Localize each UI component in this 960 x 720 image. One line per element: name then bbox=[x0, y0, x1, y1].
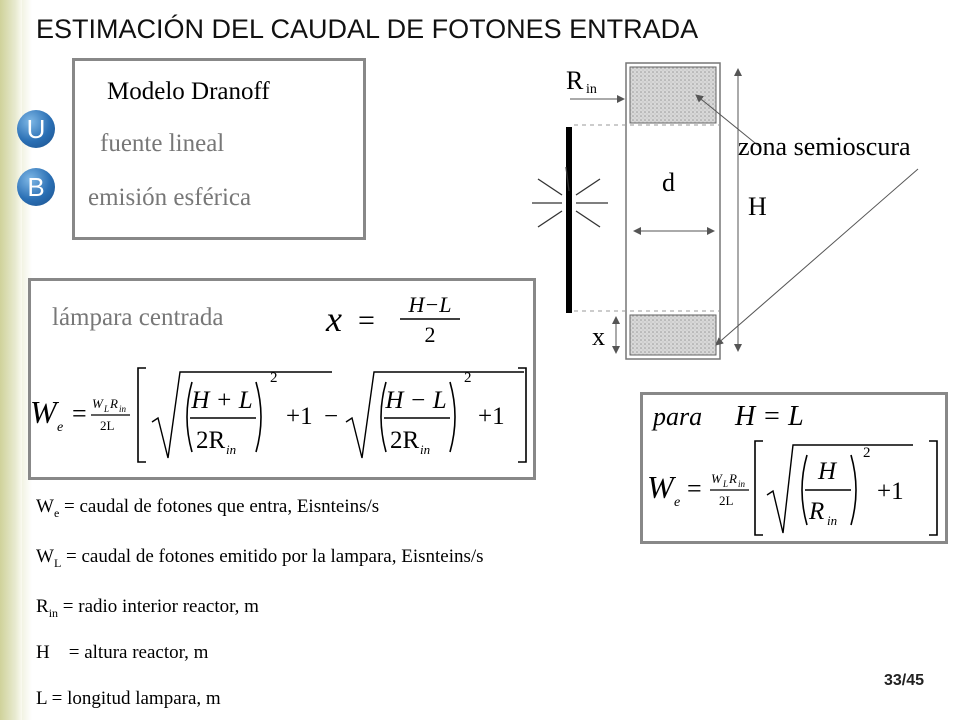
para-plus1: +1 bbox=[877, 478, 904, 505]
legend-text: = altura reactor, m bbox=[49, 642, 209, 663]
we-paren-1-close bbox=[256, 382, 261, 452]
centered-lamp-label: lámpara centrada bbox=[52, 304, 224, 331]
legend-text: = radio interior reactor, m bbox=[58, 596, 259, 617]
we-eq-equals: = bbox=[72, 399, 87, 428]
we-term-1-sq: 2 bbox=[270, 370, 278, 386]
we-term-1-plus1: +1 bbox=[286, 403, 313, 430]
para-paren-close bbox=[851, 455, 856, 525]
we-paren-2-close bbox=[450, 382, 455, 452]
we-term-2-plus1: +1 bbox=[478, 403, 505, 430]
rin-label: R bbox=[566, 66, 584, 95]
dark-zone-top bbox=[630, 67, 716, 123]
x-eq-denominator: 2 bbox=[424, 322, 436, 347]
x-eq-numerator: H−L bbox=[408, 292, 452, 317]
we-eq-w: W bbox=[30, 394, 57, 430]
emission-point bbox=[566, 200, 572, 206]
we-minus: − bbox=[324, 403, 339, 430]
we-term-1-den-sub: in bbox=[226, 442, 237, 457]
logo-u-icon: U bbox=[17, 110, 55, 148]
legend-l bbox=[36, 688, 221, 710]
para-sq: 2 bbox=[863, 445, 871, 461]
we-coef-r-sub: in bbox=[119, 404, 127, 414]
we-equation bbox=[30, 360, 534, 470]
legend-text: = caudal de fotones emitido por la lampara, Eisnteins/s bbox=[61, 546, 484, 567]
para-num: H bbox=[817, 458, 837, 485]
x-equation bbox=[320, 288, 470, 348]
para-coef-w: W bbox=[711, 471, 722, 486]
we-term-2-sq: 2 bbox=[464, 370, 472, 386]
we-term-2-num: H − L bbox=[385, 387, 447, 414]
legend-symbol: H bbox=[36, 642, 50, 663]
legend-rin bbox=[36, 596, 259, 621]
legend-h bbox=[36, 642, 208, 664]
page-number: 33/45 bbox=[883, 672, 924, 689]
slide-title: ESTIMACIÓN DEL CAUDAL DE FOTONES ENTRADA bbox=[36, 14, 699, 44]
para-coef-r-sub: in bbox=[738, 479, 746, 489]
we-eq-sub: e bbox=[57, 420, 64, 435]
dark-zone-bottom bbox=[630, 315, 716, 355]
para-left-bracket bbox=[755, 441, 763, 535]
model-title: Modelo Dranoff bbox=[107, 78, 270, 105]
logo-b-icon: B bbox=[17, 168, 55, 206]
we-left-bracket bbox=[138, 368, 146, 462]
x-eq-lhs: x bbox=[326, 299, 342, 339]
legend-sub: in bbox=[48, 605, 59, 620]
para-eq-w: W bbox=[647, 469, 674, 505]
para-eq-equals: = bbox=[687, 474, 702, 503]
we-coef-w-sub: L bbox=[104, 404, 110, 414]
x-label: x bbox=[592, 322, 605, 351]
x-eq-equals: = bbox=[358, 304, 375, 337]
we-term-1-num: H + L bbox=[191, 387, 253, 414]
we-term-2-den: 2R bbox=[390, 427, 420, 454]
rin-label-sub: in bbox=[586, 82, 597, 97]
para-condition: H = L bbox=[735, 401, 804, 432]
para-coef-w-sub: L bbox=[723, 479, 729, 489]
model-emission-type: emisión esférica bbox=[88, 184, 252, 211]
we-coef-den: 2L bbox=[100, 418, 115, 433]
legend-symbol: R bbox=[36, 596, 49, 617]
para-coef-den: 2L bbox=[719, 493, 734, 508]
legend-text: = longitud lampara, m bbox=[46, 688, 221, 709]
para-equation bbox=[643, 395, 945, 541]
side-decoration bbox=[0, 0, 22, 720]
para-right-bracket bbox=[929, 441, 937, 535]
para-label: para bbox=[653, 402, 703, 431]
we-term-2-den-sub: in bbox=[420, 442, 431, 457]
reactor-diagram bbox=[520, 55, 960, 375]
d-label: d bbox=[662, 168, 675, 197]
legend-sub: e bbox=[53, 505, 60, 520]
we-right-bracket bbox=[518, 368, 526, 462]
zona-pointer-bottom bbox=[716, 169, 918, 345]
we-coef-w: W bbox=[92, 396, 103, 411]
we-coef-r: R bbox=[110, 396, 118, 411]
legend-wl bbox=[36, 546, 484, 571]
para-den-sub: in bbox=[827, 513, 838, 528]
h-label: H bbox=[748, 192, 767, 221]
para-den: R bbox=[809, 498, 825, 525]
legend-symbol: W bbox=[36, 496, 54, 517]
zona-label: zona semioscura bbox=[738, 132, 911, 161]
legend-symbol: W bbox=[36, 546, 54, 567]
legend-sub: L bbox=[53, 555, 62, 570]
legend-text: = caudal de fotones que entra, Eisnteins/s bbox=[59, 496, 380, 517]
we-term-1-den: 2R bbox=[196, 427, 226, 454]
para-coef-r: R bbox=[729, 471, 737, 486]
legend-we bbox=[36, 496, 379, 521]
para-eq-sub: e bbox=[674, 495, 681, 510]
legend-symbol: L bbox=[36, 688, 47, 709]
model-source-type: fuente lineal bbox=[100, 130, 225, 157]
